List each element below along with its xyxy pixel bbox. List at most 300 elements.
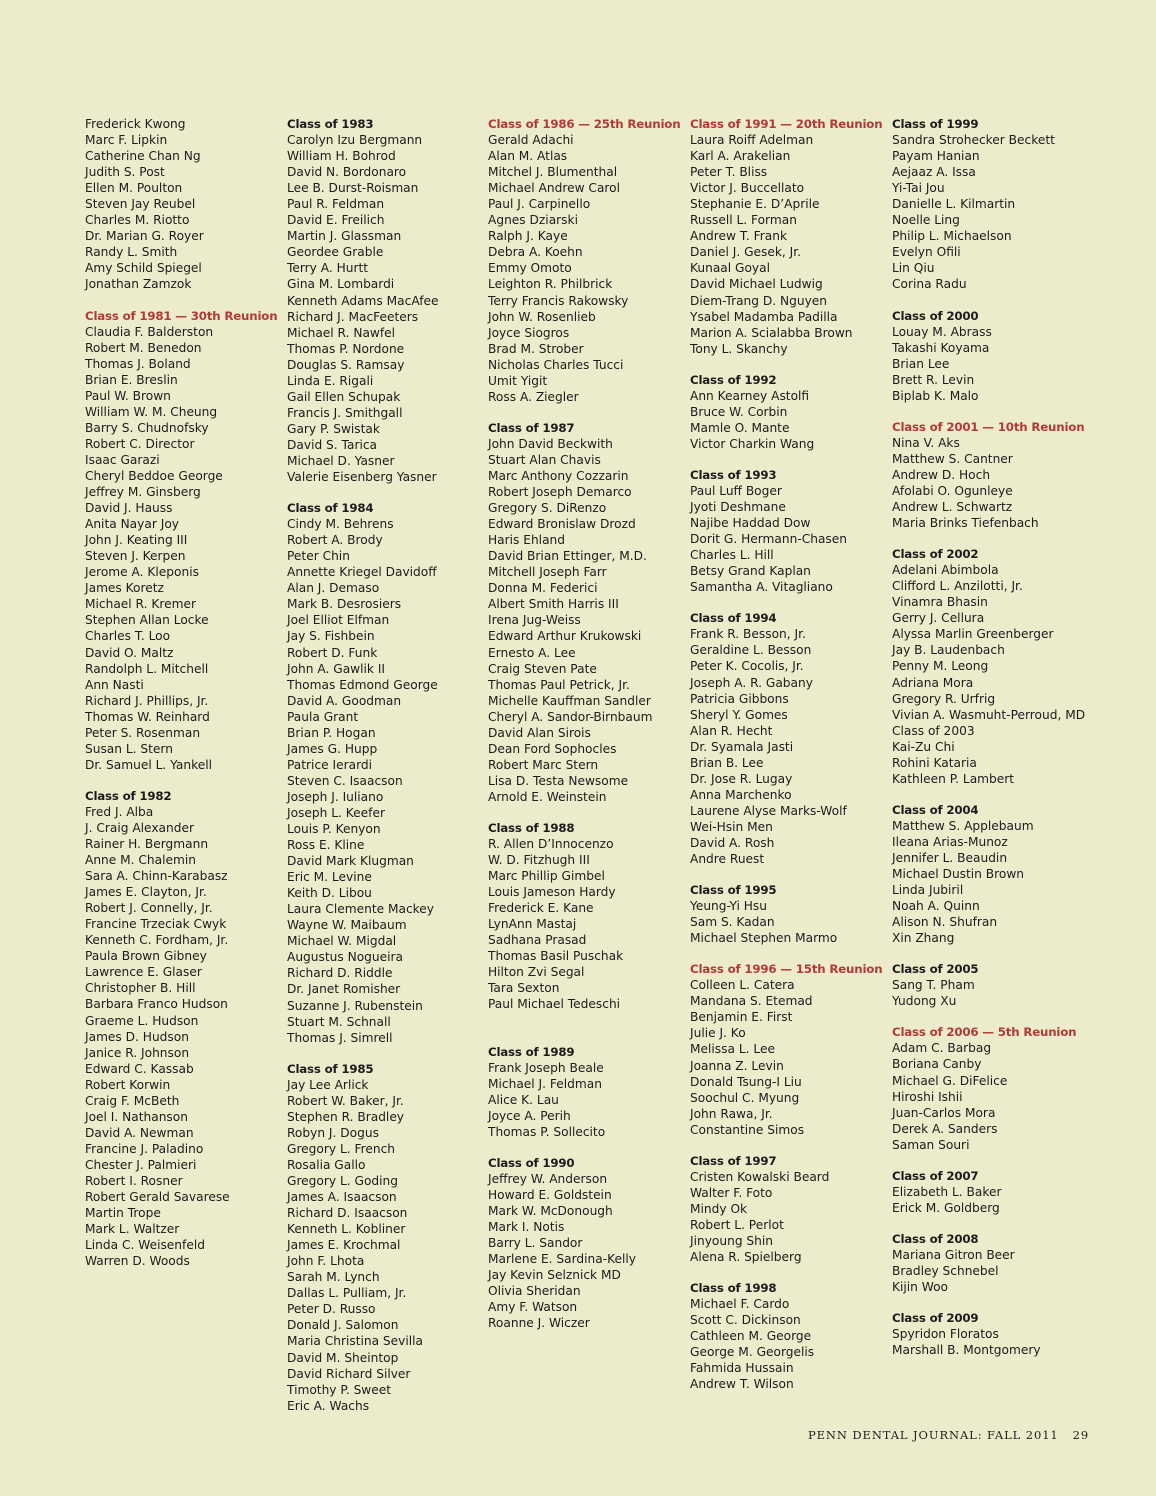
alumni-name: Kenneth C. Fordham, Jr. [85,933,229,948]
alumni-name: Michael Dustin Brown [892,867,1025,882]
alumni-name: Kijin Woo [892,1280,948,1295]
class-section [488,1044,684,1140]
alumni-name: Jeffrey M. Ginsberg [85,485,201,500]
alumni-name: Michael F. Cardo [690,1297,790,1312]
alumni-name: Bruce W. Corbin [690,404,788,419]
alumni-name: Dean Ford Sophocles [488,741,617,756]
class-section [892,546,1088,787]
alumni-name: Louay M. Abrass [892,324,992,339]
alumni-name: Francine J. Paladino [85,1141,204,1156]
alumni-name: Umit Yigit [488,373,548,388]
alumni-name: Fred J. Alba [85,804,154,819]
alumni-name: Jay Kevin Selznick MD [488,1268,621,1283]
alumni-name: Michael R. Nawfel [287,325,396,340]
alumni-name: Hiroshi Ishii [892,1089,963,1104]
alumni-name: Robert I. Rosner [85,1174,183,1188]
alumni-name: David A. Newman [85,1125,194,1140]
name-column-5 [892,116,1088,1358]
alumni-name: Peter Chin [287,549,350,564]
alumni-name: Joel Elliot Elfman [287,613,390,628]
alumni-name: Laura Roiff Adelman [690,133,814,148]
alumni-name: Saman Souri [892,1137,970,1152]
alumni-name: David N. Bordonaro [287,165,407,180]
alumni-name: Brad M. Strober [488,341,584,356]
alumni-name: Ileana Arias-Munoz [892,834,1008,849]
alumni-name: Rainer H. Bergmann [85,837,209,852]
alumni-name: David J. Hauss [85,501,173,516]
class-heading: Class of 1987 [488,420,575,435]
alumni-name: Paul J. Carpinello [488,197,591,212]
alumni-name: Joseph L. Keefer [287,805,385,820]
class-section [690,372,886,452]
alumni-name: Robert M. Benedon [85,340,202,355]
alumni-name: Cheryl Beddoe George [85,468,223,483]
alumni-name: Peter K. Cocolis, Jr. [690,659,804,674]
alumni-name: Sadhana Prasad [488,933,587,948]
alumni-name: Karl A. Arakelian [690,149,791,164]
alumni-name: Penny M. Leong [892,659,989,674]
alumni-name: Brian B. Lee [690,755,764,770]
alumni-name: R. Allen D’Innocenzo [488,837,614,852]
alumni-name: David Richard Silver [287,1366,411,1381]
alumni-name: Randolph L. Mitchell [85,661,209,676]
alumni-name: Gary P. Swistak [287,421,380,436]
alumni-name: Sheryl Y. Gomes [690,707,788,722]
alumni-name: David E. Freilich [287,213,385,228]
alumni-name: Eric A. Wachs [287,1398,370,1413]
alumni-name: Sandra Strohecker Beckett [892,133,1055,148]
class-section [690,1153,886,1265]
class-section [287,500,483,1046]
alumni-name: Lawrence E. Glaser [85,965,202,980]
class-heading: Class of 1999 [892,117,979,131]
alumni-name: Amy Schild Spiegel [85,261,202,276]
alumni-name: Frederick Kwong [85,117,186,131]
alumni-name: Thomas Edmond George [287,677,438,692]
alumni-name: Donald Tsung-I Liu [690,1074,802,1089]
alumni-name: Brian Lee [892,356,950,371]
reunion-class-heading: Class of 1996 — 15th Reunion [690,962,883,977]
alumni-name: Jonathan Zamzok [85,277,192,292]
alumni-name: Anne M. Chalemin [85,853,196,868]
alumni-name: Gina M. Lombardi [287,277,395,292]
class-heading: Class of 1994 [690,611,777,626]
alumni-name: J. Craig Alexander [85,820,194,835]
alumni-name: Tara Sexton [488,981,560,996]
alumni-name: Adam C. Barbag [892,1041,992,1056]
alumni-name: David A. Rosh [690,835,775,850]
alumni-name: David Michael Ludwig [690,277,823,292]
alumni-name: Charles L. Hill [690,548,774,563]
alumni-name: William H. Bohrod [287,149,396,164]
alumni-name: John J. Keating III [85,533,188,548]
alumni-name: Adriana Mora [892,675,974,690]
alumni-name: Robert C. Director [85,436,195,451]
alumni-name: Francine Trzeciak Cwyk [85,917,227,932]
class-section [892,1024,1088,1152]
class-section [287,116,483,485]
alumni-name: Nina V. Aks [892,435,960,450]
alumni-name: Constantine Simos [690,1122,805,1137]
alumni-name: Juan-Carlos Mora [892,1105,996,1120]
alumni-name: Lisa D. Testa Newsome [488,773,629,788]
alumni-name: Dr. Marian G. Royer [85,229,204,244]
alumni-name: Alan M. Atlas [488,149,568,164]
alumni-name: Linda Jubiril [892,883,964,898]
alumni-name: Andrew D. Hoch [892,467,991,482]
alumni-name: Graeme L. Hudson [85,1013,199,1028]
alumni-name: Edward C. Kassab [85,1061,194,1076]
alumni-name: Mark W. McDonough [488,1203,613,1218]
alumni-name: Payam Hanian [892,149,980,164]
alumni-name: Francis J. Smithgall [287,405,403,420]
alumni-name: Stephanie E. D’Aprile [690,197,820,212]
alumni-name: David S. Tarica [287,437,378,452]
alumni-name: Stephen Allan Locke [85,613,209,628]
alumni-name: Barbara Franco Hudson [85,997,228,1012]
alumni-name: Joanna Z. Levin [690,1058,784,1073]
alumni-name: Dr. Syamala Jasti [690,739,794,754]
alumni-name: Mamle O. Mante [690,420,790,435]
name-column-1 [85,116,281,1269]
alumni-name: Frederick E. Kane [488,901,594,916]
class-section [892,1310,1088,1358]
alumni-name: Frank R. Besson, Jr. [690,627,806,642]
class-section [690,610,886,867]
alumni-name: Roanne J. Wiczer [488,1316,590,1331]
alumni-name: Amy F. Watson [488,1300,578,1315]
alumni-name: Adelani Abimbola [892,563,999,578]
alumni-name: Geraldine L. Besson [690,643,812,658]
alumni-name: Gerald Adachi [488,133,574,148]
alumni-name: Andrew L. Schwartz [892,500,1013,515]
alumni-name: Rosalia Gallo [287,1157,366,1172]
alumni-name: Paula Grant [287,709,359,724]
alumni-name: Marshall B. Montgomery [892,1343,1041,1358]
class-heading: Class of 2008 [892,1231,979,1246]
alumni-name: Victor Charkin Wang [690,436,815,451]
alumni-name: Louis P. Kenyon [287,822,381,837]
alumni-name: Terry Francis Rakowsky [488,293,629,308]
alumni-name: Ernesto A. Lee [488,645,576,660]
alumni-name: Gregory R. Urfrig [892,691,996,706]
class-section [488,420,684,805]
alumni-name: Janice R. Johnson [85,1045,190,1060]
alumni-name: Thomas W. Reinhard [85,709,210,724]
class-section [892,961,1088,1009]
alumni-name: Anita Nayar Joy [85,517,179,532]
alumni-name: Michael D. Yasner [287,453,395,468]
alumni-name: Robert Joseph Demarco [488,485,632,500]
alumni-name: Michael Andrew Carol [488,181,620,196]
class-section [690,1280,886,1392]
alumni-name: Najibe Haddad Dow [690,516,811,531]
alumni-name: Augustus Nogueira [287,950,403,965]
alumni-name: Jay B. Laudenbach [892,643,1005,658]
alumni-name: Jeffrey W. Anderson [488,1171,608,1186]
alumni-name: David Alan Sirois [488,725,591,740]
alumni-name: Mindy Ok [690,1201,748,1216]
alumni-name: Carolyn Izu Bergmann [287,133,423,148]
alumni-name: Joel I. Nathanson [85,1109,188,1124]
class-heading: Class of 2009 [892,1311,979,1326]
alumni-name: Eric M. Levine [287,870,372,885]
class-section [488,116,684,405]
alumni-name: Derek A. Sanders [892,1121,998,1136]
alumni-name: Claudia F. Balderston [85,324,214,339]
alumni-name: Elizabeth L. Baker [892,1184,1002,1199]
alumni-name: Ysabel Madamba Padilla [690,309,838,324]
alumni-name: Afolabi O. Ogunleye [892,483,1013,498]
class-section [690,961,886,1138]
alumni-name: John W. Rosenlieb [488,309,596,324]
class-section [85,788,281,1269]
alumni-name: Alan J. Demaso [287,581,380,596]
alumni-name: Laura Clemente Mackey [287,902,434,917]
reunion-class-heading: Class of 2006 — 5th Reunion [892,1025,1077,1040]
alumni-name: Dorit G. Hermann-Chasen [690,532,848,547]
alumni-name: Randy L. Smith [85,245,178,260]
alumni-name: Agnes Dziarski [488,213,578,228]
alumni-name: Bradley Schnebel [892,1264,999,1278]
alumni-name: Robert Marc Stern [488,757,599,772]
alumni-name: Patricia Gibbons [690,691,789,706]
alumni-name: Wei-Hsin Men [690,819,773,834]
alumni-name: Albert Smith Harris III [488,597,619,612]
alumni-name: Nicholas Charles Tucci [488,357,624,372]
alumni-name: Matthew S. Applebaum [892,818,1034,833]
name-column-3 [488,116,684,1331]
alumni-name: Jennifer L. Beaudin [892,850,1008,865]
alumni-name: Craig F. McBeth [85,1093,180,1108]
alumni-name: Alyssa Marlin Greenberger [892,627,1054,642]
alumni-name: John Rawa, Jr. [690,1106,773,1121]
alumni-name: Cheryl A. Sandor-Birnbaum [488,709,653,724]
alumni-name: Andrew T. Wilson [690,1377,794,1392]
alumni-name: Joseph J. Iuliano [287,789,384,804]
alumni-name: Peter D. Russo [287,1302,376,1317]
alumni-name: Michael J. Feldman [488,1076,602,1091]
class-section [892,116,1088,293]
alumni-name: Brett R. Levin [892,372,975,387]
alumni-name: Lee B. Durst-Roisman [287,181,419,196]
alumni-name: Sam S. Kadan [690,915,775,930]
alumni-name: Emmy Omoto [488,261,572,276]
alumni-name: Olivia Sheridan [488,1284,581,1299]
alumni-name: Barry S. Chudnofsky [85,420,209,435]
class-section [690,467,886,595]
alumni-name: Yeung-Yi Hsu [690,899,767,914]
alumni-name: David A. Goodman [287,693,402,708]
class-section [892,419,1088,531]
alumni-name: Marion A. Scialabba Brown [690,325,853,340]
alumni-name: Robert A. Brody [287,533,383,548]
alumni-name: Steven C. Isaacson [287,773,403,788]
alumni-name: Fahmida Hussain [690,1361,794,1376]
alumni-name: Boriana Canby [892,1057,982,1072]
alumni-name: Julie J. Ko [690,1026,746,1041]
alumni-name: Chester J. Palmieri [85,1157,197,1172]
class-heading: Class of 1983 [287,117,374,131]
alumni-name: Xin Zhang [892,931,955,946]
page-footer [808,1428,1089,1442]
alumni-name: James D. Hudson [85,1029,189,1044]
class-heading: Class of 1985 [287,1061,374,1076]
alumni-name: James A. Isaacson [287,1190,397,1205]
alumni-name: Cindy M. Behrens [287,517,394,532]
class-heading: Class of 1992 [690,372,777,387]
alumni-name: Alice K. Lau [488,1092,559,1107]
alumni-name: Cathleen M. George [690,1329,812,1344]
alumni-name: Gregory S. DiRenzo [488,501,607,516]
alumni-name: Jay Lee Arlick [287,1077,369,1092]
reunion-class-heading: Class of 1986 — 25th Reunion [488,117,681,131]
alumni-name: Thomas Basil Puschak [488,949,624,964]
alumni-name: Michael W. Migdal [287,934,397,949]
alumni-name: Colleen L. Catera [690,978,795,993]
alumni-name: Stuart M. Schnall [287,1014,391,1029]
alumni-name: Robert L. Perlot [690,1217,784,1232]
alumni-name: Debra A. Koehn [488,245,583,260]
alumni-name: Clifford L. Anzilotti, Jr. [892,579,1023,594]
alumni-name: Steven Jay Reubel [85,197,196,212]
name-column-4 [690,116,886,1392]
alumni-name: Douglas S. Ramsay [287,357,405,372]
alumni-name: Charles M. Riotto [85,213,190,228]
page-number: 29 [1072,1428,1090,1442]
alumni-name: Dallas L. Pulliam, Jr. [287,1286,407,1301]
alumni-name: Keith D. Libou [287,886,372,901]
class-heading: Class of 1982 [85,788,172,803]
alumni-name: Mitchel J. Blumenthal [488,165,618,180]
alumni-name: Kenneth L. Kobliner [287,1222,406,1237]
alumni-name: Kai-Zu Chi [892,739,955,754]
alumni-name: Richard D. Riddle [287,966,393,981]
alumni-name: Scott C. Dickinson [690,1313,801,1328]
alumni-name: Robert Korwin [85,1077,171,1092]
alumni-name: Robert Gerald Savarese [85,1190,230,1205]
alumni-name: Melissa L. Lee [690,1042,775,1057]
alumni-name: Marc Anthony Cozzarin [488,468,629,483]
class-heading: Class of 1997 [690,1153,777,1168]
alumni-name: Paul R. Feldman [287,197,385,212]
alumni-name: Leighton R. Philbrick [488,277,613,292]
alumni-name: Joyce Siogros [488,325,570,340]
alumni-name: Paul W. Brown [85,388,171,403]
alumni-name: Marc Phillip Gimbel [488,869,605,884]
alumni-name: Maria Brinks Tiefenbach [892,516,1039,531]
class-section [892,1168,1088,1216]
alumni-name: Michael Stephen Marmo [690,931,838,946]
alumni-name: Russell L. Forman [690,213,797,228]
alumni-name: Kunaal Goyal [690,261,770,276]
alumni-name: Robert J. Connelly, Jr. [85,901,213,916]
alumni-name: Sara A. Chinn-Karabasz [85,869,228,884]
alumni-name: Dr. Samuel L. Yankell [85,757,212,772]
class-heading: Class of 1990 [488,1155,575,1170]
alumni-name: Thomas P. Nordone [287,341,405,356]
alumni-name: Sang T. Pham [892,978,975,993]
alumni-name: James G. Hupp [287,741,378,756]
alumni-name: Jay S. Fishbein [287,629,375,644]
alumni-name: Louis Jameson Hardy [488,885,616,900]
alumni-name: William W. M. Cheung [85,404,218,419]
alumni-name: Edward Arthur Krukowski [488,629,642,644]
alumni-name: Craig Steven Pate [488,661,597,676]
alumni-name: Catherine Chan Ng [85,149,201,164]
class-heading: Class of 2003 [892,723,975,738]
alumni-name: Victor J. Buccellato [690,181,805,196]
alumni-name: Marlene E. Sardina-Kelly [488,1252,637,1267]
alumni-name: W. D. Fitzhugh III [488,853,590,868]
class-heading: Class of 1988 [488,820,575,835]
alumni-name: Haris Ehland [488,533,565,548]
alumni-name: Marc F. Lipkin [85,133,168,148]
alumni-name: Aejaaz A. Issa [892,165,976,180]
alumni-name: Mitchell Joseph Farr [488,565,607,580]
alumni-name: Michelle Kauffman Sandler [488,693,651,708]
alumni-name: Isaac Garazi [85,452,160,467]
alumni-name: Paul Luff Boger [690,483,782,498]
class-heading: Class of 1984 [287,501,374,516]
alumni-name: Suzanne J. Rubenstein [287,998,423,1013]
alumni-name: Barry L. Sandor [488,1236,583,1251]
alumni-name: Michael G. DiFelice [892,1073,1008,1088]
alumni-name: Donald J. Salomon [287,1318,399,1333]
alumni-name: Warren D. Woods [85,1254,190,1269]
alumni-name: Rohini Kataria [892,755,977,770]
name-column-2 [287,116,483,1414]
alumni-name: Richard J. MacFeeters [287,309,419,324]
alumni-name: Soochul C. Myung [690,1090,800,1105]
class-heading: Class of 1989 [488,1044,575,1059]
alumni-name: Matthew S. Cantner [892,451,1013,466]
alumni-name: Paula Brown Gibney [85,949,207,964]
alumni-name: Ann Kearney Astolfi [690,388,810,403]
reunion-class-heading: Class of 1981 — 30th Reunion [85,308,278,323]
alumni-name: Dr. Jose R. Lugay [690,771,793,786]
alumni-name: LynAnn Mastaj [488,917,577,932]
alumni-name: Joseph A. R. Gabany [690,675,813,690]
alumni-name: Stuart Alan Chavis [488,452,601,467]
alumni-name: Ross E. Kline [287,838,365,853]
alumni-name: Gail Ellen Schupak [287,389,401,404]
alumni-name: Judith S. Post [85,165,165,180]
class-heading: Class of 2007 [892,1168,979,1183]
alumni-name: Alison N. Shufran [892,915,998,930]
reunion-class-heading: Class of 1991 — 20th Reunion [690,117,883,131]
alumni-name: Mark L. Waltzer [85,1222,180,1237]
alumni-name: Peter S. Rosenman [85,725,201,740]
alumni-name: Gregory L. French [287,1141,396,1156]
alumni-name: Vinamra Bhasin [892,595,988,610]
alumni-name: Daniel J. Gesek, Jr. [690,245,802,260]
alumni-name: Jerome A. Kleponis [85,565,199,580]
alumni-name: Noelle Ling [892,213,960,228]
alumni-name: Brian E. Breslin [85,372,178,387]
class-section [85,116,281,293]
alumni-name: Hilton Zvi Segal [488,965,585,980]
alumni-name: Donna M. Federici [488,581,598,596]
alumni-name: Stephen R. Bradley [287,1109,405,1124]
alumni-name: Thomas J. Boland [85,356,191,371]
class-section [488,1155,684,1332]
alumni-name: Vivian A. Wasmuht-Perroud, MD [892,707,1086,722]
alumni-name: David Brian Ettinger, M.D. [488,549,647,564]
alumni-name: Howard E. Goldstein [488,1187,612,1202]
alumni-name: Ross A. Ziegler [488,389,579,404]
alumni-name: Anna Marchenko [690,787,792,802]
